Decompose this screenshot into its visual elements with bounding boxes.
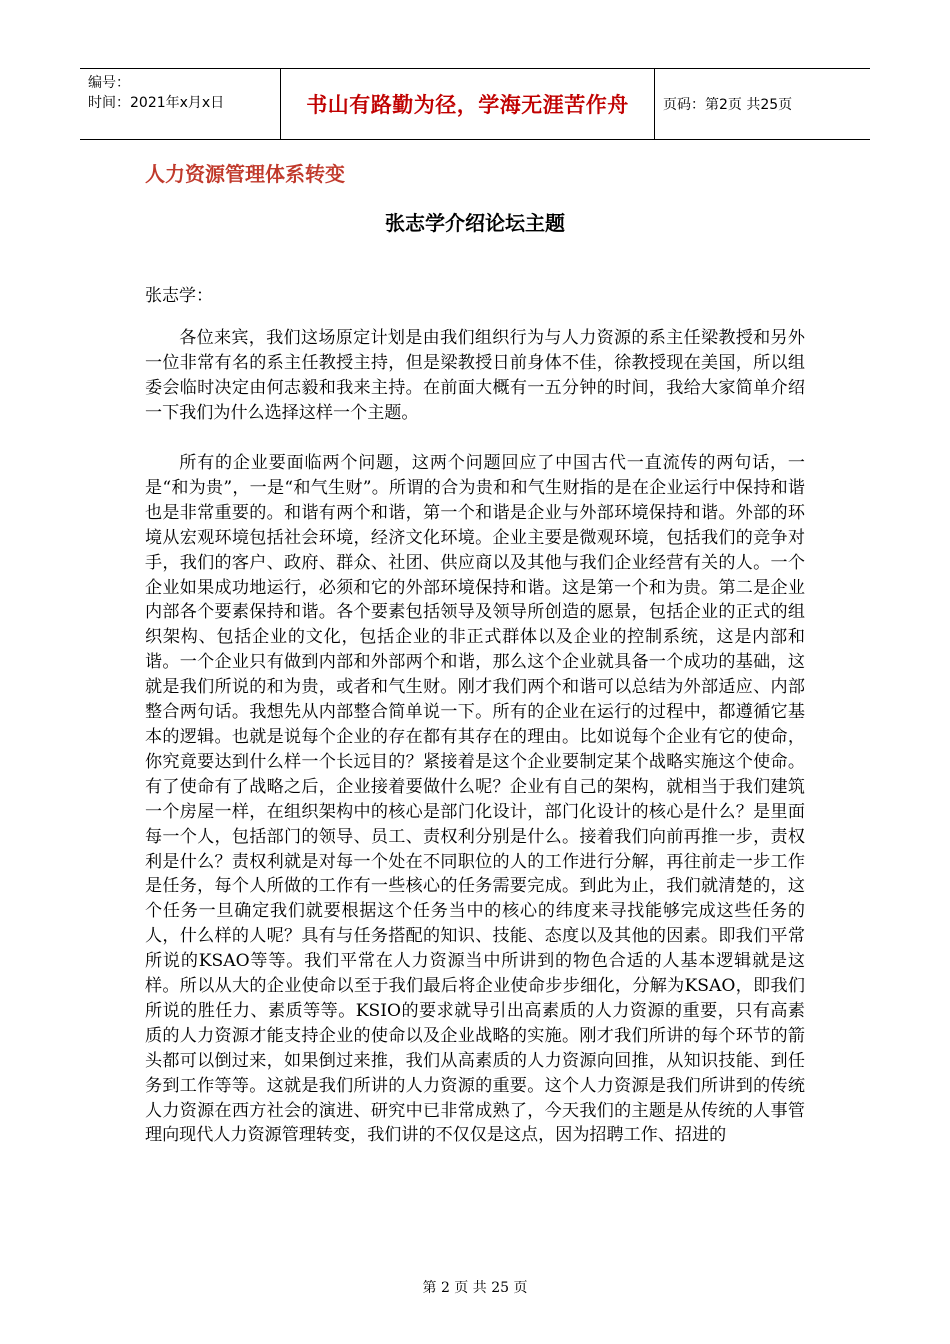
page-header <box>80 68 870 140</box>
document-number-label: 编号： <box>88 75 130 91</box>
document-heading: 人力资源管理体系转变 <box>145 162 345 186</box>
header-page-info: 页码：第2页 共25页 <box>663 97 793 113</box>
page-footer: 第 2 页 共 25 页 <box>422 1280 528 1296</box>
speaker-label: 张志学： <box>145 286 213 306</box>
paragraph-body: 所有的企业要面临两个问题，这两个问题回应了中国古代一直流传的两句话，一是“和为贵”，一是“和气生财”。所谓的合为贵和和气生财指的是在企业运行中保持和谐也是非常重要的。和谐有两个和谐，第一个和谐是企业与外部环境保持和谐。外部的环境从宏观环境包括社会环境，经济文化环境。企业主要是微观环境，包括我们的竞争对手，我们的客户、政府、群众、社团、供应商以及其他与我们企业经营有关的人。一个企业如果成功地运行，必须和它的外部环境保持和谐。这是第一个和为贵。第二是企业内部各个要素保持和谐。各个要素包括领导及领导所创造的愿景，包括企业的正式的组织架构、包括企业的文化，包括企业的非正式群体以及企业的控制系统，这是内部和谐。一个企业只有做到内部和外部两个和谐，那么这个企业就具备一个成功的基础，这就是我们所说的和为贵，或者和气生财。刚才我们两个和谐可以总结为外部适应、内部整合两句话。我想先从内部整合简单说一下。所有的企业在运行的过程中，都遵循它基本的逻辑。也就是说每个企业的存在都有其存在的理由。比如说每个企业有它的使命，你究竟要达到什么样一个长远目的？紧接着是这个企业要制定某个战略实施这个使命。有了使命有了战略之后，企业接着要做什么呢？企业有自己的架构，就相当于我们建筑一个房屋一样，在组织架构中的核心是部门化设计，部门化设计的核心是什么？是里面每一个人，包括部门的领导、员工、责权利分别是什么。接着我们向前再推一步，责权利是什么？责权利就是对每一个处在不同职位的人的工作进行分解，再往前走一步工作是任务，每个人所做的工作有一些核心的任务需要完成。到此为止，我们就清楚的，这个任务一旦确定我们就要根据这个任务当中的核心的纬度来寻找能够完成这些任务的人，什么样的人呢？具有与任务搭配的知识、技能、态度以及其他的因素。即我们平常所说的KSAO等等。我们平常在人力资源当中所讲到的物色合适的人基本逻辑就是这样。所以从大的企业使命以至于我们最后将企业使命步步细化，分解为KSAO，即我们所说的胜任力、素质等等。KSIO的要求就导引出高素质的人力资源的重要，只有高素质的人力资源才能支持企业的使命以及企业战略的实施。刚才我们所讲的每个环节的箭头都可以倒过来，如果倒过来推，我们从高素质的人力资源向回推，从知识技能、到任务到工作等等。这就是我们所讲的人力资源的重要。这个人力资源是我们所讲到的传统人力资源在西方社会的演进、研究中已非常成熟了，今天我们的主题是从传统的人事管理向现代人力资源管理转变，我们讲的不仅仅是这点，因为招聘工作、招进的 <box>145 453 805 1146</box>
document-title: 张志学介绍论坛主题 <box>385 211 565 235</box>
document-time-label: 时间：2021年x月x日 <box>88 95 225 111</box>
header-meta <box>80 69 280 139</box>
paragraph-intro: 各位来宾，我们这场原定计划是由我们组织行为与人力资源的系主任梁教授和另外一位非常有名的系主任教授主持，但是梁教授日前身体不佳，徐教授现在美国，所以组委会临时决定由何志毅和我来主持。在前面大概有一五分钟的时间，我给大家简单介绍一下我们为什么选择这样一个主题。 <box>145 328 805 423</box>
header-motto: 书山有路勤为径，学海无涯苦作舟 <box>280 69 655 139</box>
